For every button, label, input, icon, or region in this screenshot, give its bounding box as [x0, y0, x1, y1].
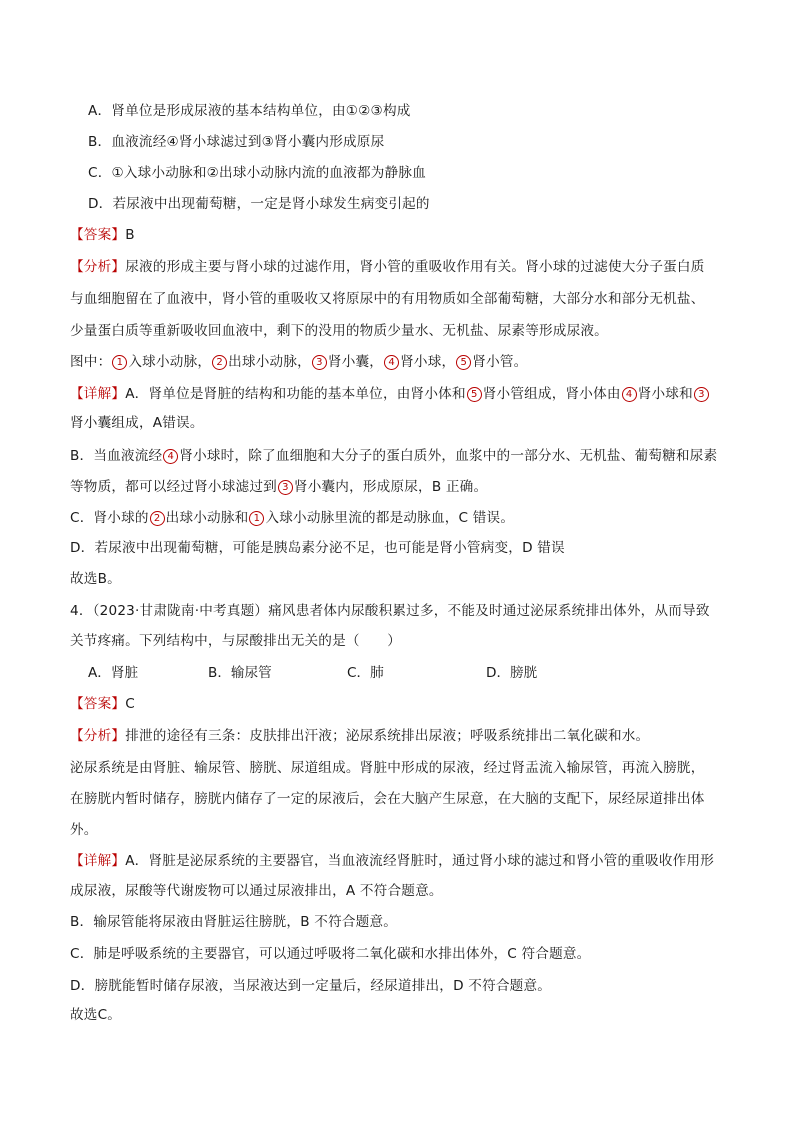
circled-number: 4 — [163, 449, 178, 464]
detail-text: A．肾单位是肾脏的结构和功能的基本单位，由肾小体和 — [125, 386, 466, 402]
detail-text: 出球小动脉和 — [165, 510, 249, 526]
q4-conclusion: 故选C。 — [70, 1007, 122, 1023]
answer-tag: 【答案】 — [70, 696, 126, 712]
detail-tag: 【详解】 — [70, 853, 126, 869]
analysis-text: 排泄的途径有三条：皮肤排出汗液；泌尿系统排出尿液；呼吸系统排出二氧化碳和水。 — [125, 728, 650, 744]
q3-analysis-line-1 — [70, 257, 705, 277]
circled-number: 1 — [249, 511, 264, 526]
analysis-text: 尿液的形成主要与肾小球的过滤作用，肾小管的重吸收作用有关。肾小球的过滤使大分子蛋白质 — [125, 259, 705, 275]
q3-option-b: B．血液流经④肾小球滤过到③肾小囊内形成原尿 — [88, 134, 385, 150]
q3-detail-d: D．若尿液中出现葡萄糖，可能是胰岛素分泌不足，也可能是肾小管病变，D 错误 — [70, 540, 565, 556]
circled-number: 3 — [312, 355, 327, 370]
q4-detail-a-line-2: 成尿液，尿酸等代谢废物可以通过尿液排出，A 不符合题意。 — [70, 883, 443, 899]
detail-text: 肾小囊内，形成原尿，B 正确。 — [293, 479, 488, 495]
detail-text: 肾小管组成，肾小体由 — [482, 386, 621, 402]
circled-number: 2 — [150, 511, 165, 526]
detail-text: A．肾脏是泌尿系统的主要器官，当血液流经肾脏时，通过肾小球的滤过和肾小管的重吸收作用形 — [125, 853, 715, 869]
q4-choice-d: D．膀胱 — [486, 665, 538, 681]
q4-answer — [70, 694, 135, 714]
answer-tag: 【答案】 — [70, 227, 126, 243]
legend-prefix: 图中： — [70, 354, 112, 370]
circled-number: 4 — [622, 387, 637, 402]
detail-text: B．当血液流经 — [70, 448, 163, 464]
legend-item: 肾小囊， — [327, 354, 384, 370]
q4-detail-c: C．肺是呼吸系统的主要器官，可以通过呼吸将二氧化碳和水排出体外，C 符合题意。 — [70, 946, 591, 962]
circled-number: 5 — [467, 387, 482, 402]
q3-option-c: C．①入球小动脉和②出球小动脉内流的血液都为静脉血 — [88, 165, 426, 181]
q4-choices — [0, 663, 794, 683]
answer-value: C — [125, 696, 135, 712]
analysis-tag: 【分析】 — [70, 728, 126, 744]
q4-analysis-line-4: 外。 — [70, 822, 98, 838]
q4-detail-a-line-1 — [70, 851, 714, 871]
q4-detail-d: D．膀胱能暂时储存尿液，当尿液达到一定量后，经尿道排出，D 不符合题意。 — [70, 978, 552, 994]
q4-stem-line-1: 4．（2023·甘肃陇南·中考真题）痛风患者体内尿酸积累过多，不能及时通过泌尿系统排出体外，从而导致 — [70, 603, 710, 619]
q4-analysis-line-2: 泌尿系统是由肾脏、输尿管、膀胱、尿道组成。肾脏中形成的尿液，经过肾盂流入输尿管，再流入膀胱， — [70, 760, 705, 776]
q3-detail-a-line-2: 肾小囊组成，A错误。 — [70, 415, 204, 431]
detail-text: 等物质，都可以经过肾小球滤过到 — [70, 479, 277, 495]
q3-option-d: D．若尿液中出现葡萄糖，一定是肾小球发生病变引起的 — [88, 196, 430, 212]
q4-choice-b: B．输尿管 — [208, 665, 272, 681]
q3-detail-b-line-1 — [70, 446, 717, 466]
circled-number: 1 — [112, 355, 127, 370]
circled-number: 5 — [456, 355, 471, 370]
legend-item: 肾小管。 — [472, 354, 528, 370]
legend-item: 入球小动脉， — [128, 354, 212, 370]
circled-number: 3 — [278, 480, 293, 495]
q3-answer — [70, 225, 135, 245]
analysis-tag: 【分析】 — [70, 259, 126, 275]
q3-analysis-line-3: 少量蛋白质等重新吸收回血液中，剩下的没用的物质少量水、无机盐、尿素等形成尿液。 — [70, 323, 608, 339]
q3-detail-c — [70, 508, 514, 528]
circled-number: 2 — [212, 355, 227, 370]
detail-text: 肾小球和 — [637, 386, 693, 402]
detail-tag: 【详解】 — [70, 386, 126, 402]
q4-analysis-line-3: 在膀胱内暂时储存，膀胱内储存了一定的尿液后，会在大脑产生尿意，在大脑的支配下，尿经尿道排出体 — [70, 791, 705, 807]
q3-analysis-line-2: 与血细胞留在了血液中，肾小管的重吸收又将原尿中的有用物质如全部葡萄糖，大部分水和部分无机盐、 — [70, 291, 705, 307]
q3-detail-b-line-2 — [70, 477, 487, 497]
q4-analysis-line-1 — [70, 726, 649, 746]
q4-detail-b: B．输尿管能将尿液由肾脏运往膀胱，B 不符合题意。 — [70, 914, 398, 930]
circled-number: 4 — [384, 355, 399, 370]
q3-conclusion: 故选B。 — [70, 571, 121, 587]
q4-choice-a: A．肾脏 — [88, 665, 139, 681]
q3-option-a: A．肾单位是形成尿液的基本结构单位，由①②③构成 — [88, 103, 411, 119]
q4-stem-line-2: 关节疼痛。下列结构中，与尿酸排出无关的是（ ） — [70, 633, 402, 649]
legend-item: 出球小动脉， — [228, 354, 311, 370]
legend-item: 肾小球， — [400, 354, 456, 370]
detail-text: 肾小球时，除了血细胞和大分子的蛋白质外，血浆中的一部分水、无机盐、葡萄糖和尿素 — [179, 448, 718, 464]
detail-text: 入球小动脉里流的都是动脉血，C 错误。 — [265, 510, 515, 526]
detail-text: C．肾小球的 — [70, 510, 149, 526]
q3-figure-legend — [70, 352, 527, 372]
q4-choice-c: C．肺 — [347, 665, 384, 681]
q3-detail-a-line-1 — [70, 384, 710, 404]
answer-value: B — [125, 227, 135, 243]
circled-number: 3 — [694, 387, 709, 402]
